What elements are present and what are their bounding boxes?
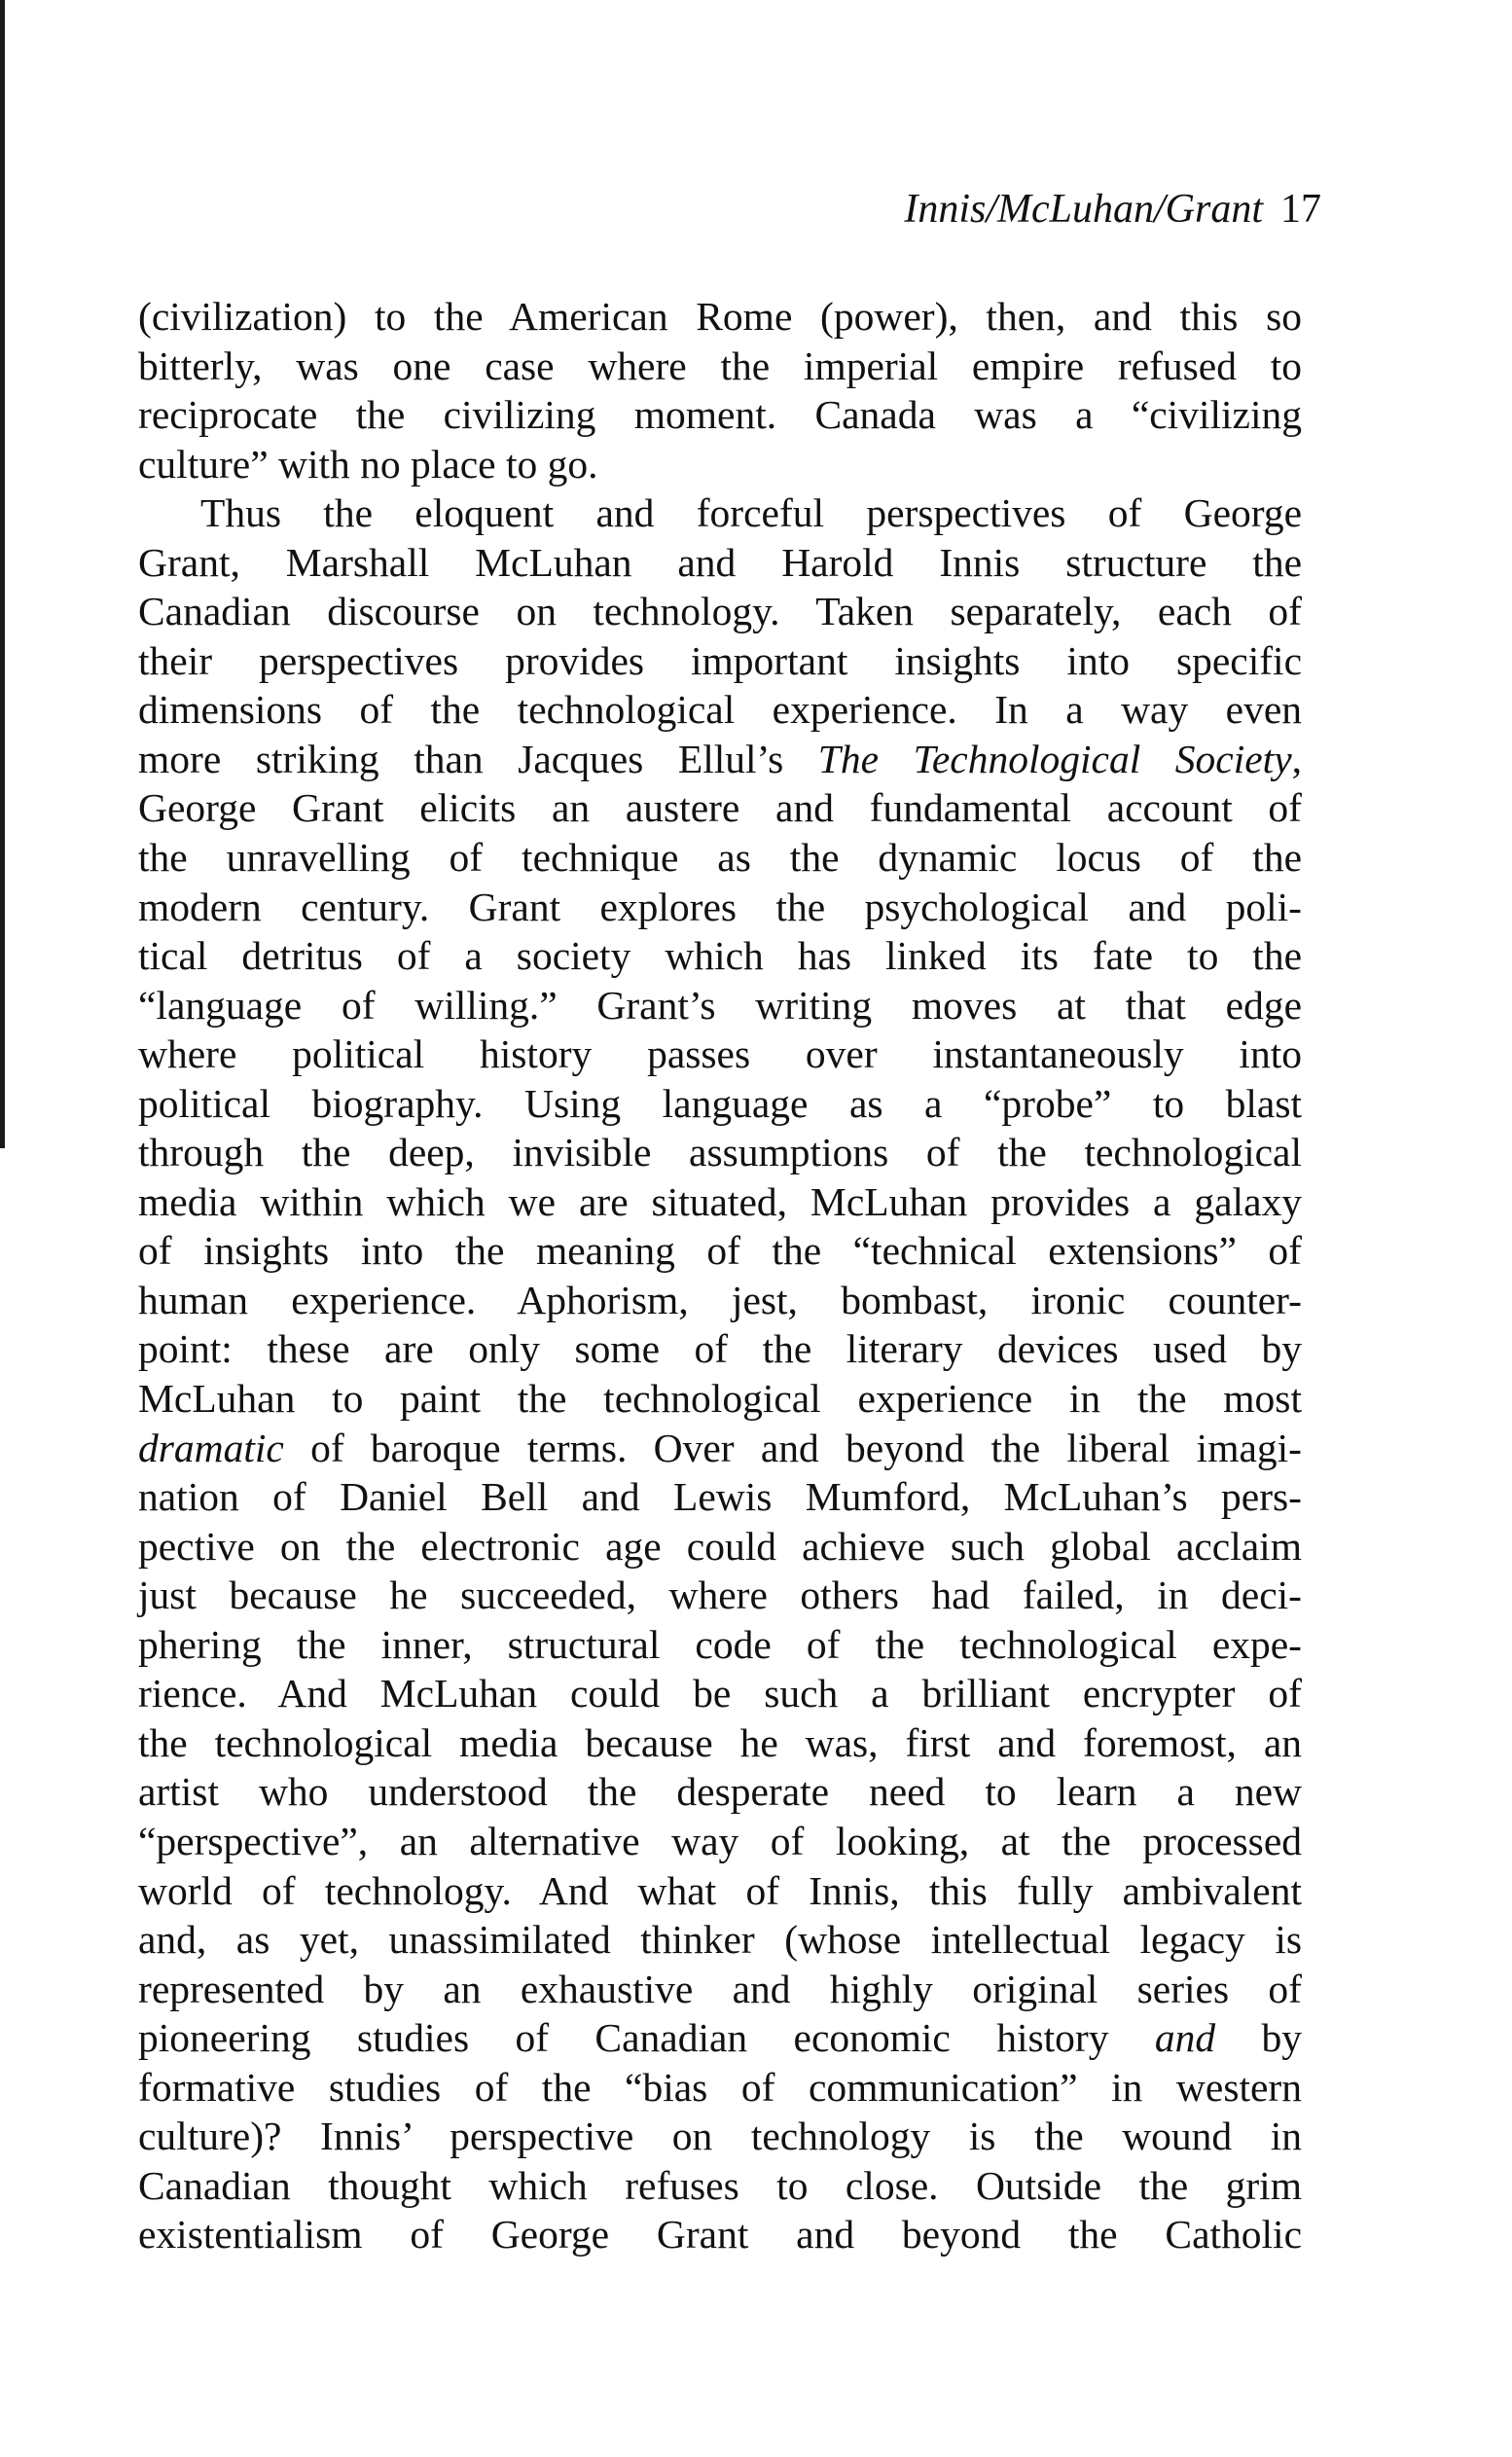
text-line	[138, 981, 1302, 1030]
text-line	[138, 1866, 1302, 1916]
text-run: (civilization) to the American Rome (power), then, and this so	[138, 294, 1302, 339]
text-line	[138, 538, 1302, 588]
text-run: McLuhan to paint the technological experience in the most	[138, 1376, 1302, 1422]
text-line	[138, 1472, 1302, 1522]
text-line	[138, 1522, 1302, 1572]
text-run: “language of willing.” Grant’s writing moves at that edge	[138, 982, 1302, 1028]
text-line	[138, 1424, 1302, 1473]
text-line	[138, 1177, 1302, 1227]
text-run: phering the inner, structural code of the technological expe-	[138, 1621, 1302, 1667]
text-run: culture” with no place to go.	[138, 441, 598, 487]
text-run: nation of Daniel Bell and Lewis Mumford, McLuhan’s pers-	[138, 1474, 1302, 1520]
text-line	[138, 440, 1302, 489]
text-line	[138, 342, 1302, 391]
text-line	[138, 883, 1302, 932]
text-run: media within which we are situated, McLuhan provides a galaxy	[138, 1178, 1302, 1224]
text-line	[138, 2063, 1302, 2113]
text-run: their perspectives provides important insights into specific	[138, 637, 1302, 683]
running-head-title: Innis/McLuhan/Grant	[904, 187, 1263, 232]
text-run: point: these are only some of the literary devices used by	[138, 1326, 1302, 1372]
text-run: where political history passes over instantaneously into	[138, 1031, 1302, 1077]
italic-text: The Technological Society	[817, 736, 1292, 781]
text-run: Grant, Marshall McLuhan and Harold Innis structure the	[138, 539, 1302, 585]
text-line	[138, 1915, 1302, 1965]
text-run: bitterly, was one case where the imperial empire refused to	[138, 343, 1302, 388]
text-line	[138, 1079, 1302, 1129]
text-run: George Grant elicits an austere and fundamental account of	[138, 785, 1302, 831]
text-line	[138, 292, 1302, 342]
text-run: and, as yet, unassimilated thinker (whose intellectual legacy is	[138, 1917, 1302, 1963]
text-line	[138, 587, 1302, 636]
text-run: Thus the eloquent and forceful perspectives of George	[200, 490, 1302, 536]
text-line	[138, 1965, 1302, 2014]
text-line	[138, 390, 1302, 440]
text-run: rience. And McLuhan could be such a brilliant encrypter of	[138, 1671, 1302, 1716]
page-edge-rule	[0, 0, 5, 1148]
text-line	[138, 783, 1302, 833]
text-line	[138, 2013, 1302, 2063]
text-run: reciprocate the civilizing moment. Canada was a “civilizing	[138, 392, 1302, 438]
text-run: of insights into the meaning of the “technical extensions” of	[138, 1228, 1302, 1274]
text-run: world of technology. And what of Innis, this fully ambivalent	[138, 1867, 1302, 1913]
text-line	[138, 685, 1302, 735]
text-line	[138, 1571, 1302, 1620]
text-run: of baroque terms. Over and beyond the liberal imagi-	[283, 1425, 1302, 1470]
text-run: artist who understood the desperate need to learn a new	[138, 1769, 1302, 1815]
text-line	[138, 1374, 1302, 1424]
text-run: pioneering studies of Canadian economic history	[138, 2015, 1155, 2061]
text-line	[138, 1767, 1302, 1817]
body-text	[138, 292, 1302, 2259]
text-line	[138, 931, 1302, 981]
italic-text: and	[1154, 2015, 1216, 2061]
running-head	[904, 185, 1321, 234]
text-line	[138, 1226, 1302, 1276]
text-run: culture)? Innis’ perspective on technology is the wound in	[138, 2114, 1302, 2159]
text-run: tical detritus of a society which has linked its fate to the	[138, 933, 1302, 979]
text-run: Canadian thought which refuses to close. Outside the grim	[138, 2162, 1302, 2208]
text-line	[138, 2161, 1302, 2211]
text-run: the unravelling of technique as the dynamic locus of the	[138, 835, 1302, 881]
text-run: formative studies of the “bias of communication” in western	[138, 2064, 1302, 2110]
text-line	[138, 1324, 1302, 1374]
text-line	[138, 1817, 1302, 1866]
text-run: Canadian discourse on technology. Taken separately, each of	[138, 589, 1302, 634]
text-line	[138, 1276, 1302, 1325]
text-run: modern century. Grant explores the psychological and poli-	[138, 884, 1302, 929]
text-run: dimensions of the technological experience. In a way even	[138, 687, 1302, 733]
text-line	[138, 1718, 1302, 1768]
text-line	[138, 735, 1302, 784]
text-run: human experience. Aphorism, jest, bombast, ironic counter-	[138, 1277, 1302, 1322]
text-line	[138, 1669, 1302, 1718]
text-line	[138, 2112, 1302, 2161]
text-line	[138, 2210, 1302, 2259]
text-run: just because he succeeded, where others had failed, in deci-	[138, 1572, 1302, 1618]
text-line	[138, 1030, 1302, 1079]
text-line	[138, 1128, 1302, 1177]
page-number: 17	[1280, 187, 1321, 232]
text-line	[138, 636, 1302, 686]
text-run: the technological media because he was, first and foremost, an	[138, 1719, 1302, 1765]
text-run: through the deep, invisible assumptions of the technological	[138, 1130, 1302, 1175]
text-run: political biography. Using language as a “probe” to blast	[138, 1080, 1302, 1126]
italic-text: dramatic	[138, 1425, 284, 1470]
text-run: represented by an exhaustive and highly original series of	[138, 1966, 1302, 2011]
text-run: ,	[1291, 736, 1302, 781]
text-run: pective on the electronic age could achieve such global acclaim	[138, 1523, 1302, 1569]
text-run: by	[1215, 2015, 1302, 2061]
text-line	[138, 1620, 1302, 1670]
text-line	[138, 488, 1302, 538]
text-run: existentialism of George Grant and beyond the Catholic	[138, 2212, 1302, 2258]
text-line	[138, 833, 1302, 883]
text-run: more striking than Jacques Ellul’s	[138, 736, 818, 781]
text-run: “perspective”, an alternative way of looking, at the processed	[138, 1818, 1302, 1863]
